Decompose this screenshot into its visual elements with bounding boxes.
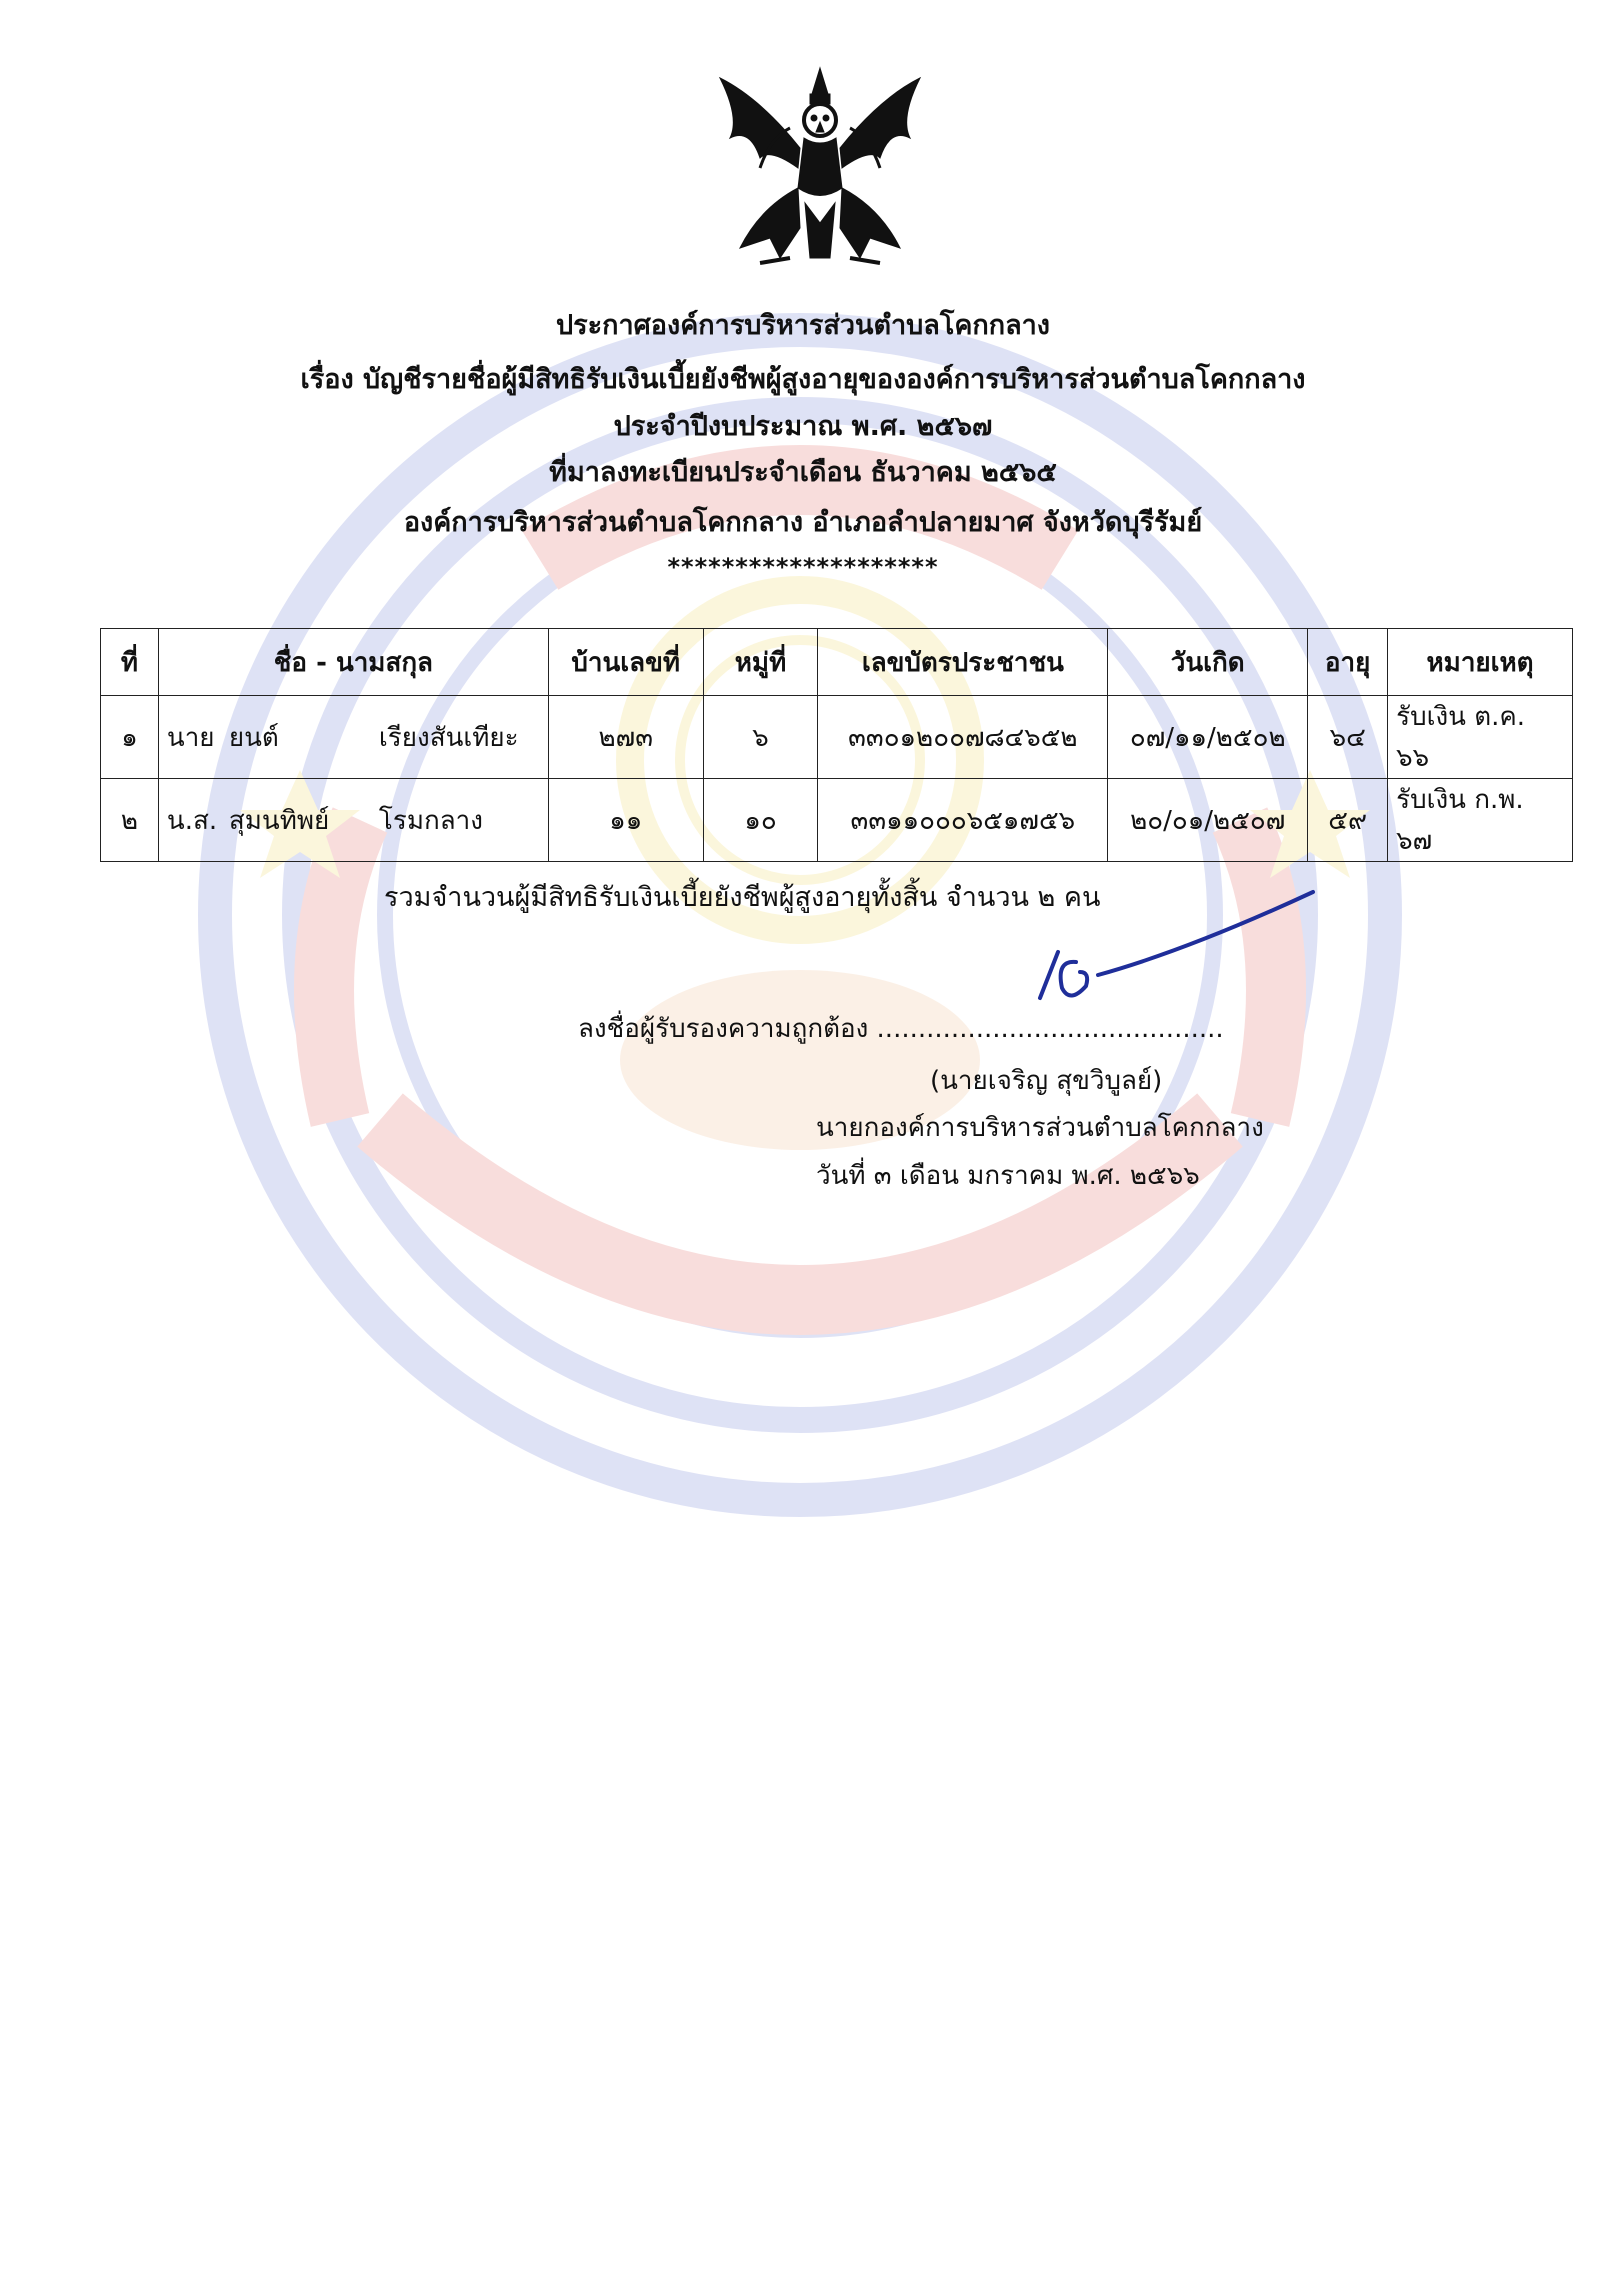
col-header-no: ที่ (101, 629, 159, 696)
organization-location: องค์การบริหารส่วนตำบลโคกกลาง อำเภอลำปลายมาศ จังหวัดบุรีรัมย์ (403, 507, 1203, 538)
cell-no: ๑ (101, 696, 159, 779)
garuda-emblem-icon (700, 58, 940, 280)
col-header-age: อายุ (1308, 629, 1388, 696)
cell-id: ๓๓๐๑๒๐๐๗๘๔๖๕๒ (818, 696, 1108, 779)
beneficiary-table (100, 628, 1573, 862)
name-title: นาย (166, 722, 215, 753)
announcement-subject: เรื่อง บัญชีรายชื่อผู้มีสิทธิรับเงินเบี้ยยังชีพผู้สูงอายุขององค์การบริหารส่วนตำบลโคกกลาง (300, 364, 1306, 395)
cell-name (158, 779, 548, 862)
fiscal-year: ประจำปีงบประมาณ พ.ศ. ๒๕๖๗ (613, 411, 993, 442)
col-header-dob: วันเกิด (1108, 629, 1308, 696)
cell-moo: ๑๐ (703, 779, 818, 862)
separator-stars: ******************** (667, 553, 939, 581)
table-header-row (101, 629, 1573, 696)
cell-age: ๕๙ (1308, 779, 1388, 862)
certifier-name: (นายเจริญ สุขวิบูลย์) (930, 1066, 1163, 1096)
col-header-name: ชื่อ - นามสกุล (158, 629, 548, 696)
certifier-position: นายกองค์การบริหารส่วนตำบลโคกกลาง (816, 1113, 1264, 1143)
first-name: สุมนทิพย์ (228, 805, 330, 836)
first-name: ยนต์ (228, 722, 279, 753)
registration-month: ที่มาลงทะเบียนประจำเดือน ธันวาคม ๒๕๖๕ (549, 457, 1057, 488)
table-row (101, 779, 1573, 862)
col-header-moo: หมู่ที่ (703, 629, 818, 696)
cell-dob: ๒๐/๐๑/๒๕๐๗ (1108, 779, 1308, 862)
announcement-title: ประกาศองค์การบริหารส่วนตำบลโคกกลาง (556, 310, 1050, 341)
cell-no: ๒ (101, 779, 159, 862)
col-header-id: เลขบัตรประชาชน (818, 629, 1108, 696)
last-name: โรมกลาง (378, 805, 483, 836)
cell-house: ๒๗๓ (548, 696, 703, 779)
cell-name (158, 696, 548, 779)
cell-note: รับเงิน ก.พ. ๖๗ (1388, 779, 1573, 862)
cell-id: ๓๓๑๑๐๐๐๖๕๑๗๕๖ (818, 779, 1108, 862)
certifier-signature-line: ลงชื่อผู้รับรองความถูกต้อง .......................................... (578, 1014, 1224, 1044)
cell-house: ๑๑ (548, 779, 703, 862)
total-summary: รวมจำนวนผู้มีสิทธิรับเงินเบี้ยยังชีพผู้สูงอายุทั้งสิ้น จำนวน ๒ คน (384, 882, 1101, 913)
certification-date: วันที่ ๓ เดือน มกราคม พ.ศ. ๒๕๖๖ (816, 1161, 1200, 1191)
last-name: เรียงสันเทียะ (378, 722, 519, 753)
table-row (101, 696, 1573, 779)
cell-moo: ๖ (703, 696, 818, 779)
col-header-house: บ้านเลขที่ (548, 629, 703, 696)
col-header-note: หมายเหตุ (1388, 629, 1573, 696)
name-title: น.ส. (166, 805, 218, 836)
cell-dob: ๐๗/๑๑/๒๕๐๒ (1108, 696, 1308, 779)
cell-age: ๖๔ (1308, 696, 1388, 779)
cell-note: รับเงิน ต.ค. ๖๖ (1388, 696, 1573, 779)
